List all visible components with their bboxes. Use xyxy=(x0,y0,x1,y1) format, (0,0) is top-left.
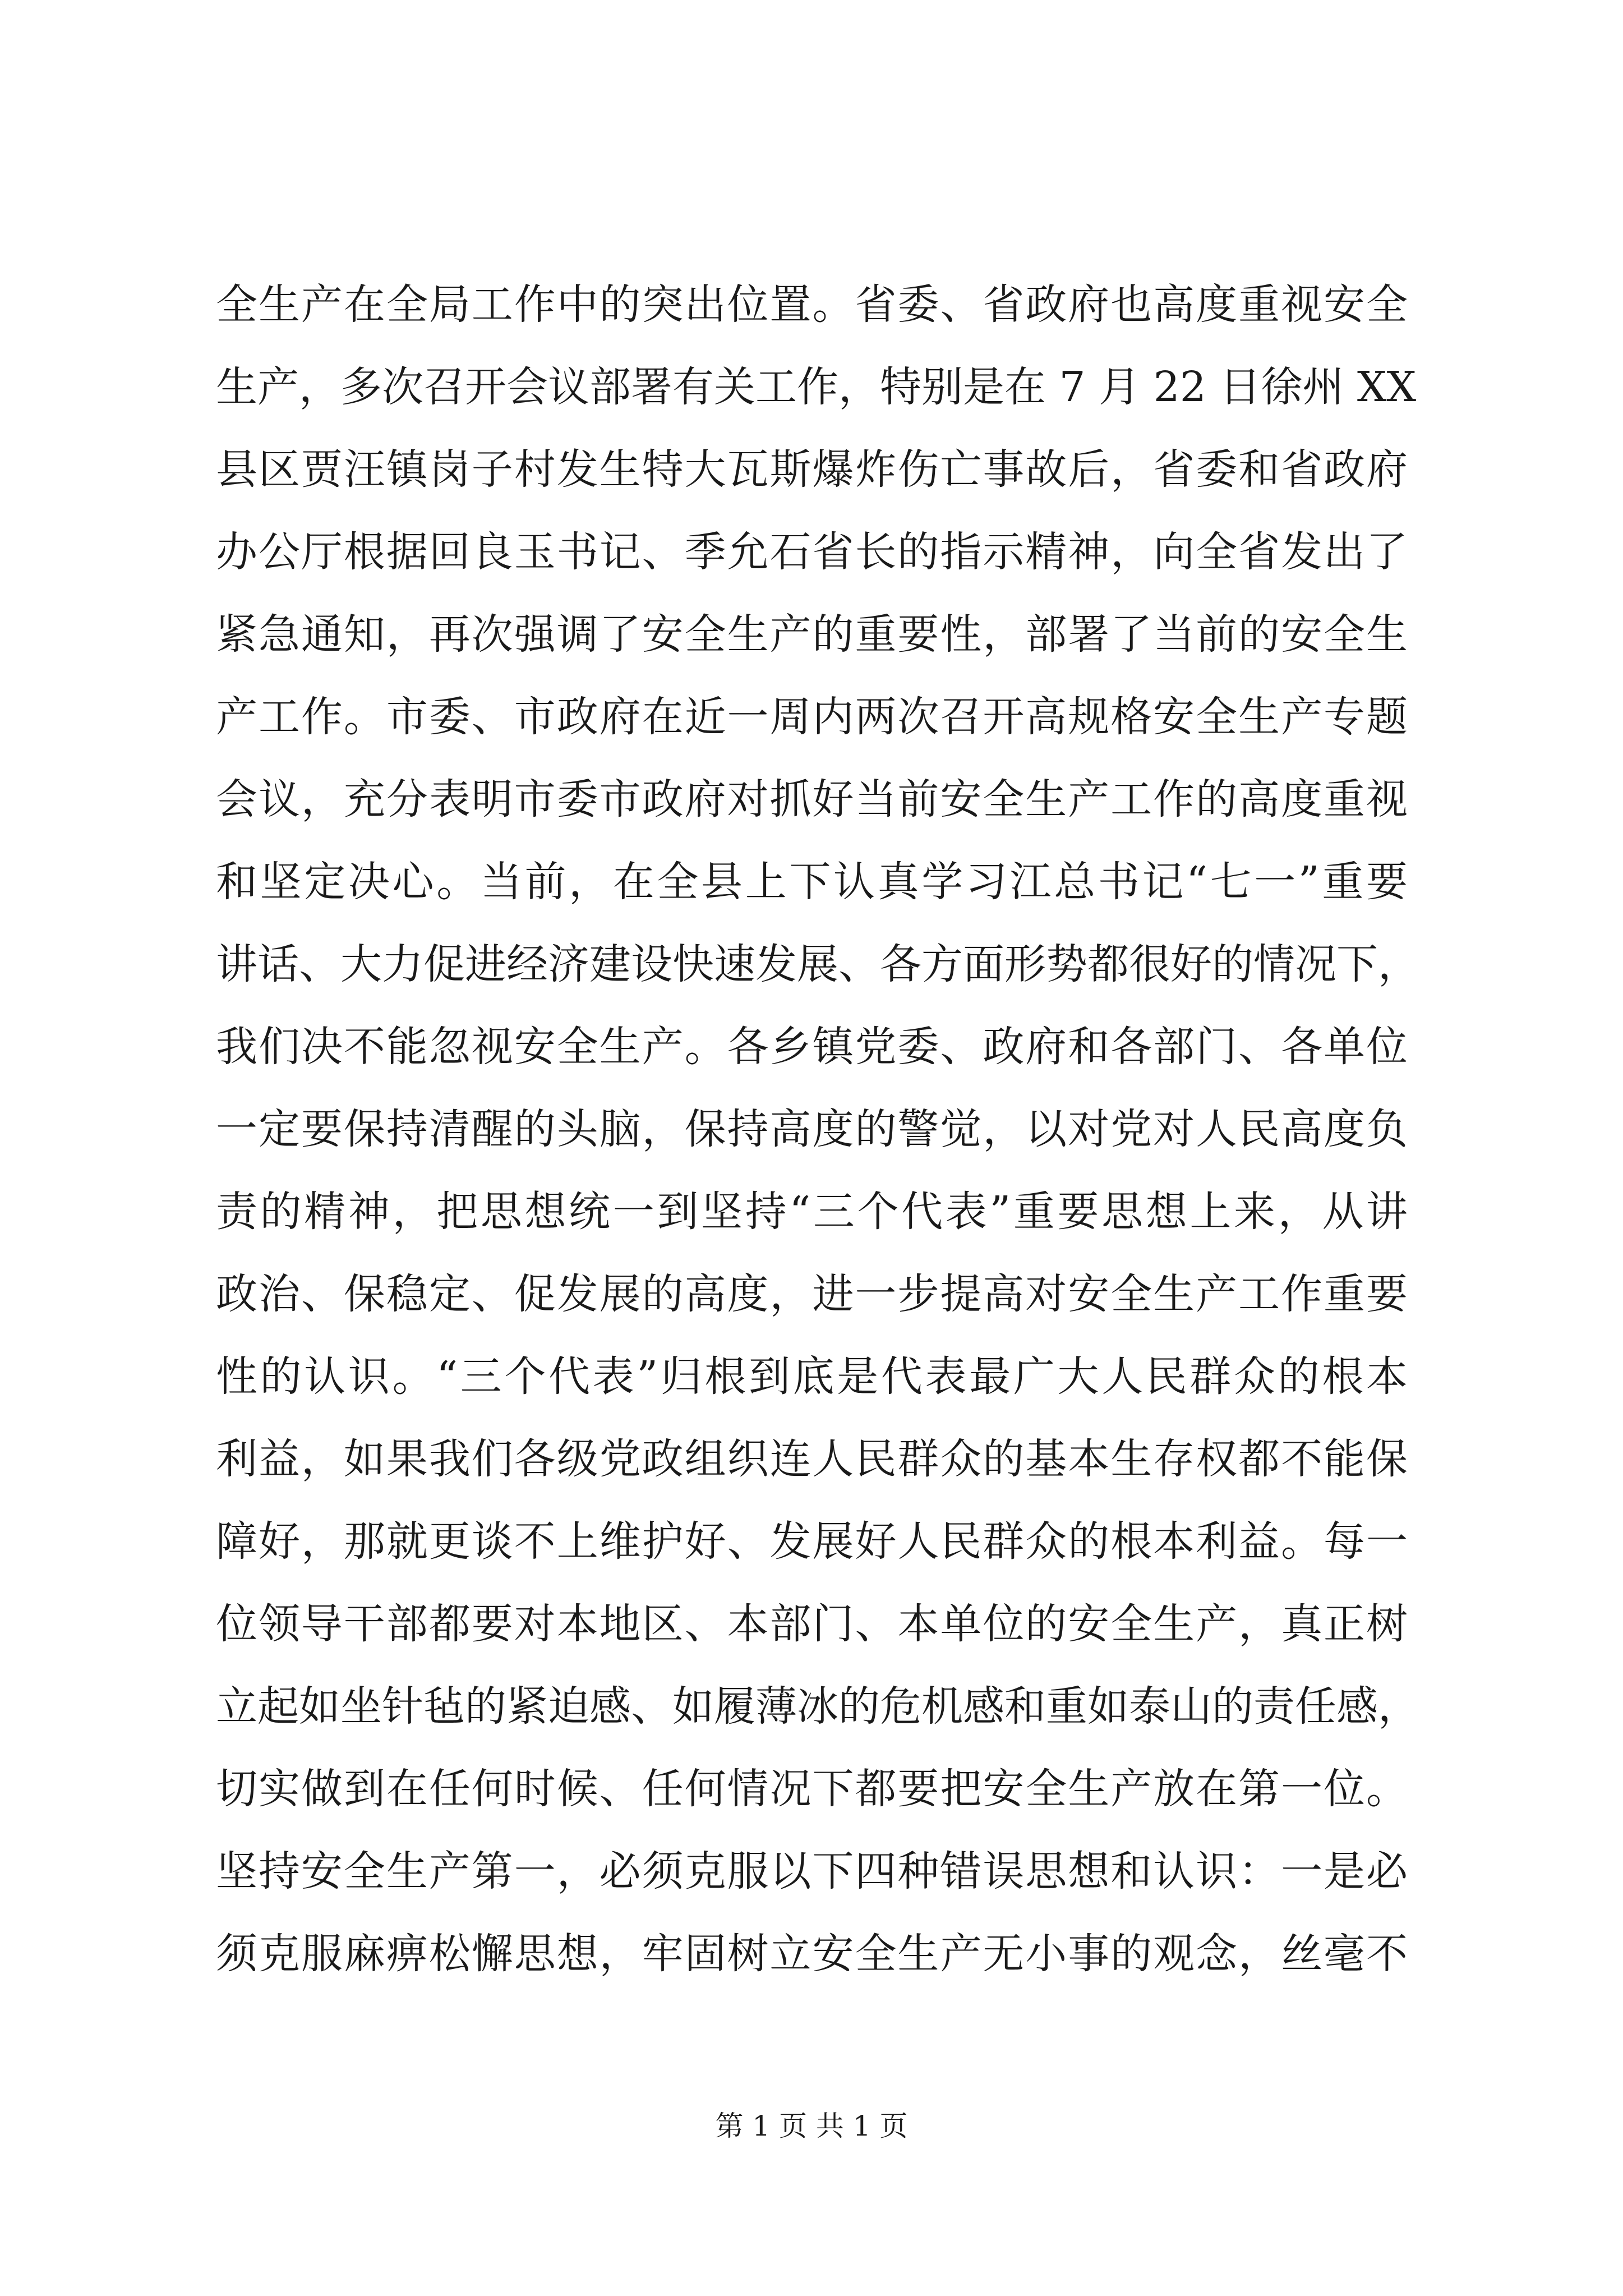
text-line: 紧急通知，再次强调了安全生产的重要性，部署了当前的安全生 xyxy=(216,610,1408,659)
text-line: 生产，多次召开会议部署有关工作，特别是在 7 月 22 日徐州 XX xyxy=(216,363,1417,411)
text-line: 办公厅根据回良玉书记、季允石省长的指示精神，向全省发出了 xyxy=(216,528,1408,576)
text-line: 利益，如果我们各级党政组织连人民群众的基本生存权都不能保 xyxy=(216,1435,1408,1483)
text-line: 立起如坐针毡的紧迫感、如履薄冰的危机感和重如泰山的责任感， xyxy=(216,1682,1419,1731)
text-line: 全生产在全局工作中的突出位置。省委、省政府也高度重视安全 xyxy=(216,280,1408,329)
text-line: 坚持安全生产第一，必须克服以下四种错误思想和认识：一是必 xyxy=(216,1847,1408,1895)
text-line: 县区贾汪镇岗子村发生特大瓦斯爆炸伤亡事故后，省委和省政府 xyxy=(216,445,1408,494)
text-line: 位领导干部都要对本地区、本部门、本单位的安全生产，真正树 xyxy=(216,1600,1408,1648)
text-line: 须克服麻痹松懈思想，牢固树立安全生产无小事的观念，丝毫不 xyxy=(216,1930,1408,1978)
text-line: 障好，那就更谈不上维护好、发展好人民群众的根本利益。每一 xyxy=(216,1517,1408,1566)
text-line: 性的认识。“三个代表”归根到底是代表最广大人民群众的根本 xyxy=(216,1352,1408,1401)
text-line: 会议，充分表明市委市政府对抓好当前安全生产工作的高度重视 xyxy=(216,775,1408,823)
text-line: 责的精神，把思想统一到坚持“三个代表”重要思想上来，从讲 xyxy=(216,1188,1408,1236)
body-text xyxy=(216,264,1419,1995)
text-line: 讲话、大力促进经济建设快速发展、各方面形势都很好的情况下， xyxy=(216,940,1419,988)
text-line: 产工作。市委、市政府在近一周内两次召开高规格安全生产专题 xyxy=(216,693,1408,741)
text-line: 和坚定决心。当前，在全县上下认真学习江总书记“七一”重要 xyxy=(216,858,1408,906)
text-line: 我们决不能忽视安全生产。各乡镇党委、政府和各部门、各单位 xyxy=(216,1023,1408,1071)
text-line: 切实做到在任何时候、任何情况下都要把安全生产放在第一位。 xyxy=(216,1765,1408,1813)
text-line: 政治、保稳定、促发展的高度，进一步提高对安全生产工作重要 xyxy=(216,1270,1408,1318)
text-line: 一定要保持清醒的头脑，保持高度的警觉，以对党对人民高度负 xyxy=(216,1105,1408,1153)
page-footer: 第 1 页 共 1 页 xyxy=(715,2110,908,2142)
